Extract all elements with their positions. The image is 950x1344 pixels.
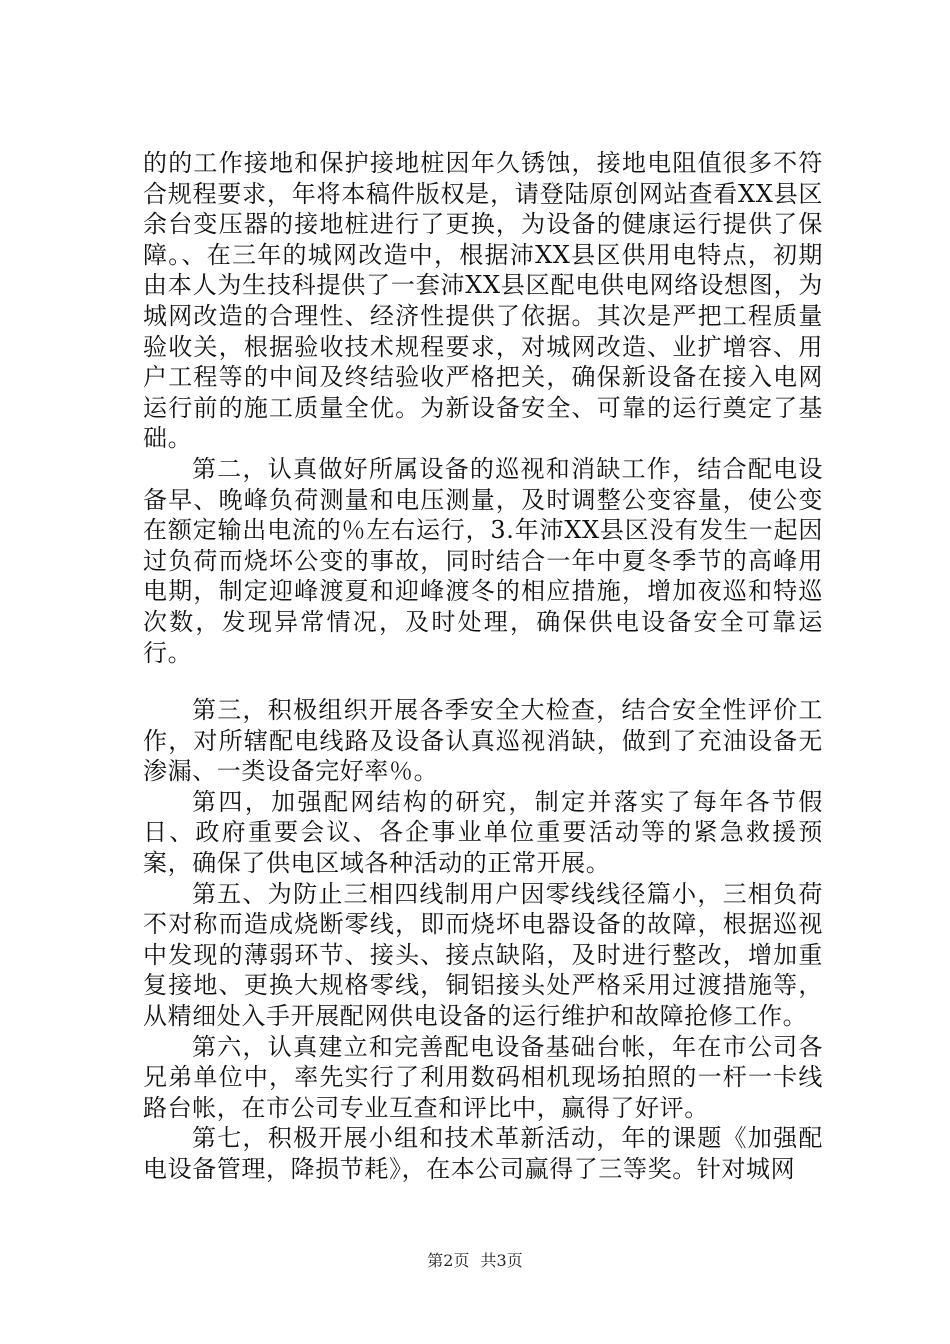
paragraph-7: 第七，积极开展小组和技术革新活动，年的课题《加强配电设备管理，降损节耗》，在本公司赢得了三等奖。针对城网: [143, 1124, 823, 1183]
paragraph-6: 第六，认真建立和完善配电设备基础台帐，年在市公司各兄弟单位中，率先实行了利用数码相机现场拍照的一杆一卡线路台帐，在市公司专业互查和评比中，赢得了好评。: [143, 1032, 823, 1122]
page-footer: [0, 1248, 950, 1271]
paragraph-5: 第五、为防止三相四线制用户因零线线径篇小，三相负荷不对称而造成烧断零线，即而烧坏电器设备的故障，根据巡视中发现的薄弱环节、接头、接点缺陷，及时进行整改，增加重复接地、更换大规格零线，铜铝接头处严格采用过渡措施等，从精细处入手开展配网供电设备的运行维护和故障抢修工作。: [143, 879, 823, 1031]
page-total: 共3页: [480, 1251, 523, 1270]
paragraph-4: 第四，加强配网结构的研究，制定并落实了每年各节假日、政府重要会议、各企事业单位重要活动等的紧急救援预案，确保了供电区域各种活动的正常开展。: [143, 787, 823, 878]
document-body: [143, 148, 823, 1185]
paragraph-1: 的的工作接地和保护接地桩因年久锈蚀，接地电阻值很多不符合规程要求，年将本稿件版权是，请登陆原创网站查看XX县区余台变压器的接地桩进行了更换，为设备的健康运行提供了保障。、在三年的城网改造中，根据沛XX县区供用电特点，初期由本人为生技科提供了一套沛XX县区配电供电网络设想图，为城网改造的合理性、经济性提供了依据。其次是严把工程质量验收关，根据验收技术规程要求，对城网改造、业扩增容、用户工程等的中间及终结验收严格把关，确保新设备在接入电网运行前的施工质量全优。为新设备安全、可靠的运行奠定了基础。: [143, 149, 823, 453]
page-number: 第2页: [427, 1251, 470, 1270]
paragraph-2: 第二，认真做好所属设备的巡视和消缺工作，结合配电设备早、晚峰负荷测量和电压测量，及时调整公变容量，使公变在额定输出电流的％左右运行，3.年沛XX县区没有发生一起因过负荷而烧坏公变的事故，同时结合一年中夏冬季节的高峰用电期，制定迎峰渡夏和迎峰渡冬的相应措施，增加夜巡和特巡次数，发现异常情况，及时处理，确保供电设备安全可靠运行。: [143, 454, 823, 667]
paragraph-3: 第三，积极组织开展各季安全大检查，结合安全性评价工作，对所辖配电线路及设备认真巡视消缺，做到了充油设备无渗漏、一类设备完好率％。: [143, 696, 823, 786]
